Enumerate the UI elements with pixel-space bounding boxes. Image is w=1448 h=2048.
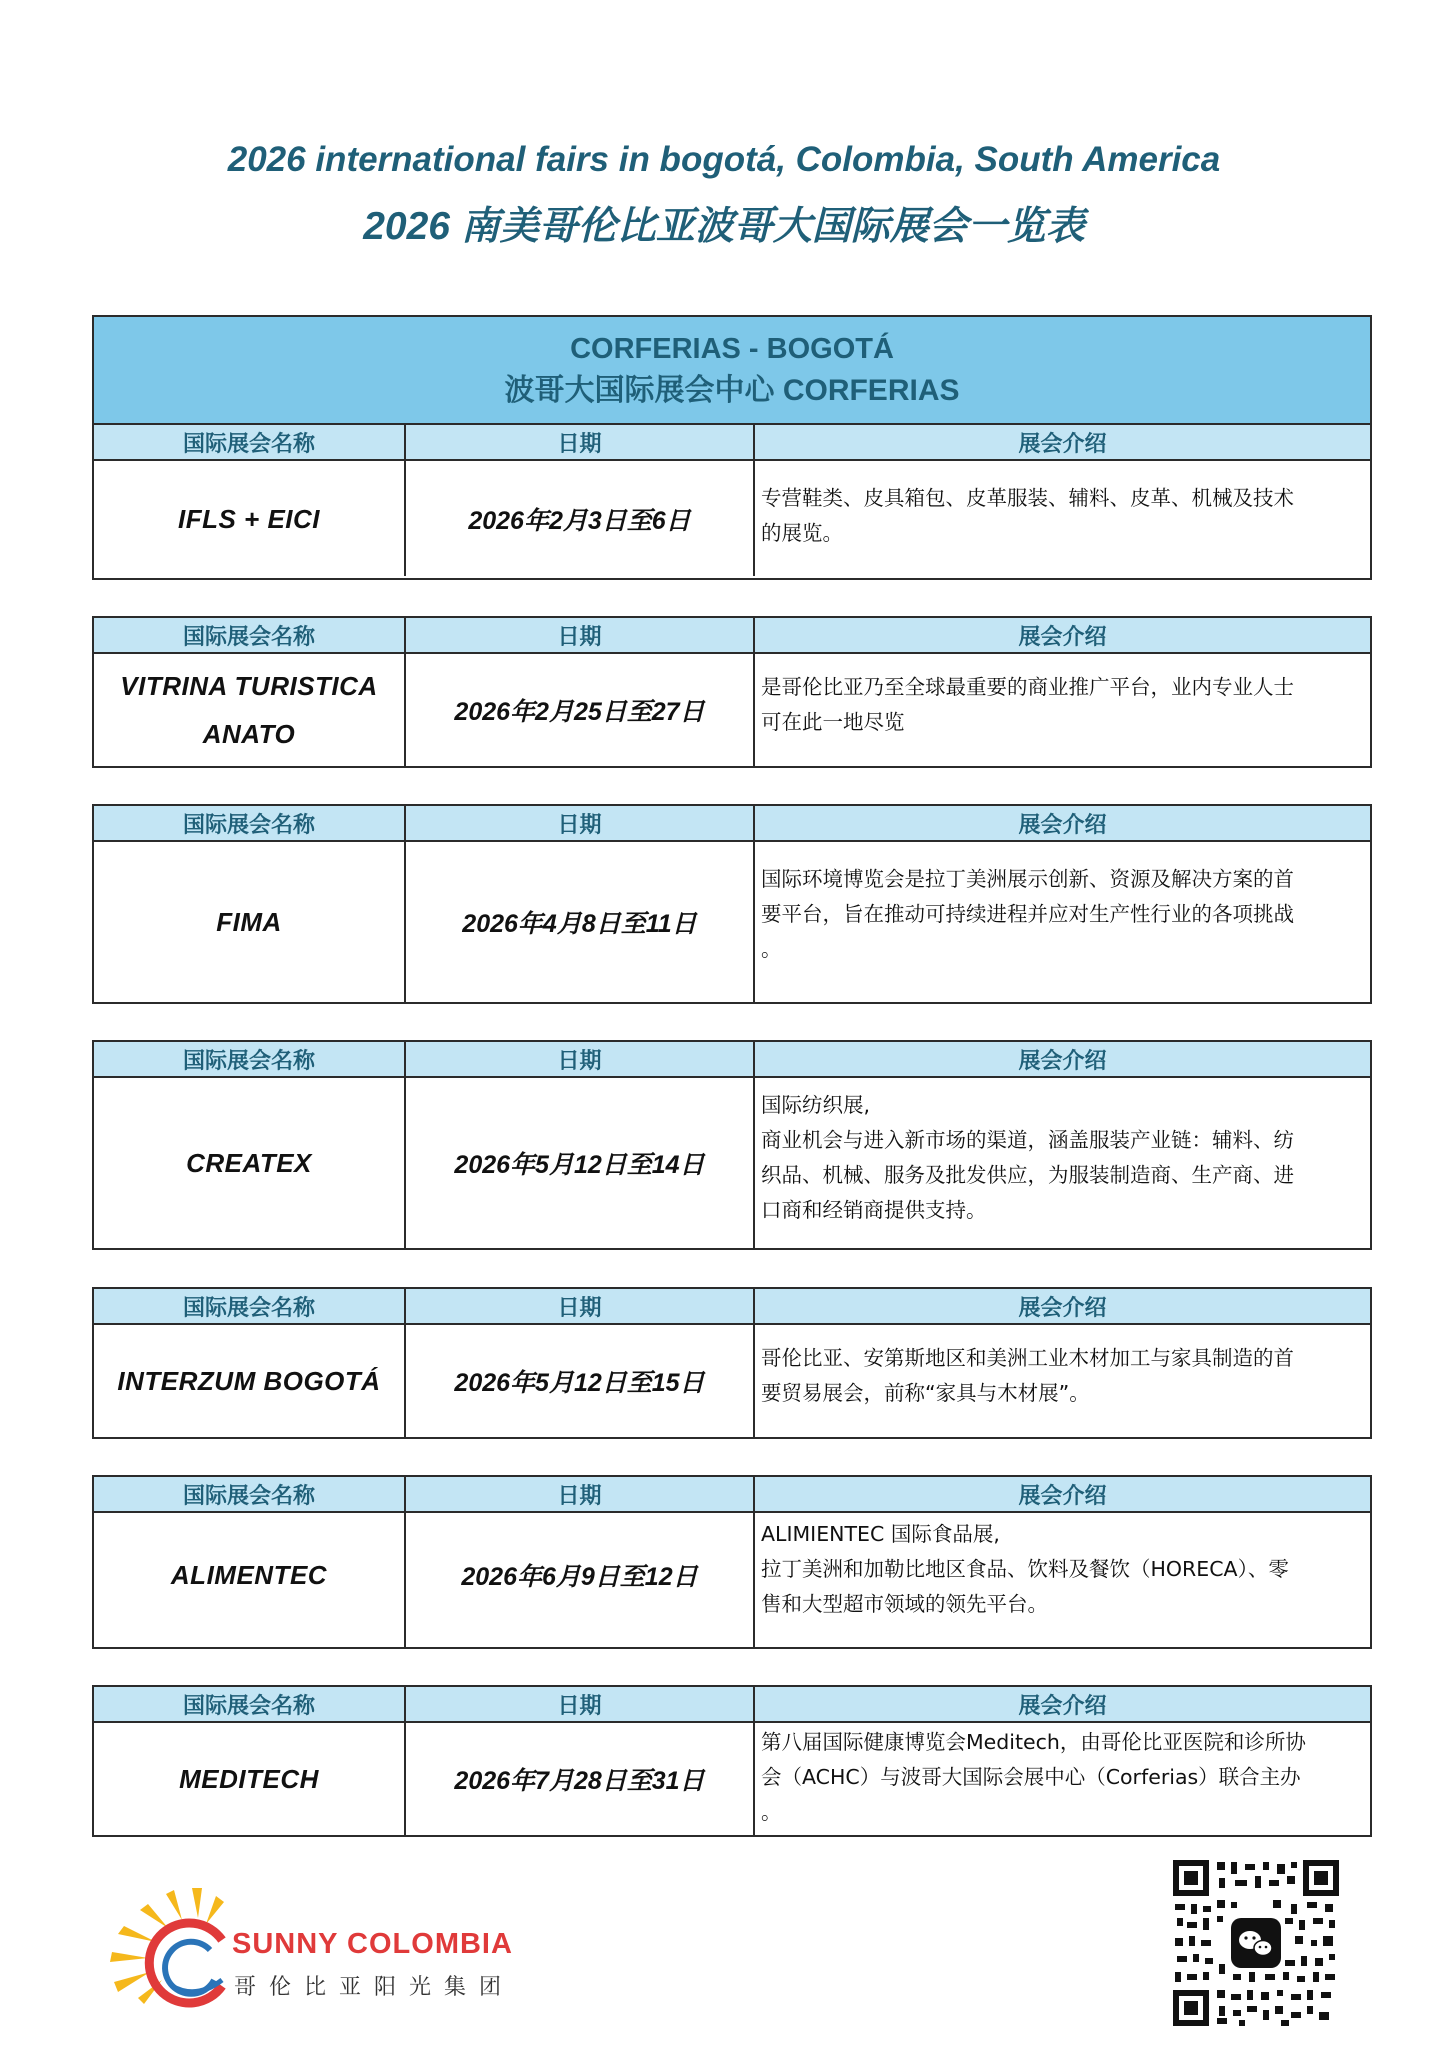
fair-table xyxy=(92,1040,1372,1250)
fair-row xyxy=(94,461,1370,576)
fair-date: 2026年2月3日至6日 xyxy=(406,461,755,576)
fair-table xyxy=(92,1287,1372,1439)
sun-icon xyxy=(110,1888,240,2008)
logo-name: SUNNY COLOMBIA xyxy=(232,1928,513,1960)
header-desc: 展会介绍 xyxy=(1018,624,1107,650)
fair-name: IFLS + EICI xyxy=(94,461,406,576)
fair-date: 2026年2月25日至27日 xyxy=(406,654,755,766)
header-name: 国际展会名称 xyxy=(94,425,406,459)
fair-name: ALIMENTEC xyxy=(94,1513,406,1647)
fair-description: 是哥伦比亚乃至全球最重要的商业推广平台，业内专业人士 可在此一地尽览 xyxy=(761,675,1294,734)
fair-name: MEDITECH xyxy=(94,1723,406,1835)
fair-name: CREATEX xyxy=(94,1078,406,1248)
header-desc: 展会介绍 xyxy=(1018,1483,1107,1509)
header-date: 日期 xyxy=(406,806,755,840)
page-title-en: 2026 international fairs in bogotá, Colombia, South America xyxy=(227,140,1221,179)
header-desc: 展会介绍 xyxy=(1018,1693,1107,1719)
header-name: 国际展会名称 xyxy=(94,1687,406,1721)
table-header xyxy=(94,618,1370,654)
fair-date: 2026年6月9日至12日 xyxy=(406,1513,755,1647)
header-date: 日期 xyxy=(406,1042,755,1076)
venue-name-zh: 波哥大国际展会中心 CORFERIAS xyxy=(504,374,960,407)
fair-date: 2026年4月8日至11日 xyxy=(406,842,755,1002)
header-name: 国际展会名称 xyxy=(94,806,406,840)
sunny-colombia-logo xyxy=(110,1888,530,2008)
fair-name: FIMA xyxy=(94,842,406,1002)
fair-row xyxy=(94,1325,1370,1437)
fair-date: 2026年5月12日至14日 xyxy=(406,1078,755,1248)
header-name: 国际展会名称 xyxy=(94,618,406,652)
header-name: 国际展会名称 xyxy=(94,1042,406,1076)
header-desc: 展会介绍 xyxy=(1018,812,1107,838)
page-title-zh: 2026 南美哥伦比亚波哥大国际展会一览表 xyxy=(363,205,1085,248)
fair-description: 国际环境博览会是拉丁美洲展示创新、资源及解决方案的首 要平台，旨在推动可持续进程并应对生产性行业的各项挑战 。 xyxy=(761,867,1294,961)
fair-row xyxy=(94,842,1370,1002)
venue-name-en: CORFERIAS - BOGOTÁ xyxy=(570,333,894,365)
qr-code-icon xyxy=(1173,1860,1339,2026)
header-date: 日期 xyxy=(406,1289,755,1323)
table-header xyxy=(94,1289,1370,1325)
header-date: 日期 xyxy=(406,1687,755,1721)
header-date: 日期 xyxy=(406,618,755,652)
fair-date: 2026年7月28日至31日 xyxy=(406,1723,755,1835)
fair-description: 哥伦比亚、安第斯地区和美洲工业木材加工与家具制造的首 要贸易展会，前称“家具与木材展”。 xyxy=(761,1346,1294,1405)
table-header xyxy=(94,806,1370,842)
table-header xyxy=(94,1042,1370,1078)
fair-row xyxy=(94,654,1370,766)
table-header xyxy=(94,425,1370,461)
header-desc: 展会介绍 xyxy=(1018,431,1107,457)
fair-table xyxy=(92,1685,1372,1837)
header-desc: 展会介绍 xyxy=(1018,1048,1107,1074)
header-date: 日期 xyxy=(406,1477,755,1511)
fair-table xyxy=(92,616,1372,768)
fair-table xyxy=(92,315,1372,580)
fair-description: 国际纺织展, 商业机会与进入新市场的渠道，涵盖服装产业链：辅料、纺 织品、机械、服务及批发供应，为服装制造商、生产商、进 口商和经销商提供支持。 xyxy=(761,1093,1294,1222)
logo-subtitle: 哥伦比亚阳光集团 xyxy=(234,1975,515,2000)
fair-table xyxy=(92,804,1372,1004)
fair-description: 第八届国际健康博览会Meditech，由哥伦比亚医院和诊所协 会（ACHC）与波哥大国际会展中心（Corferias）联合主办 。 xyxy=(761,1730,1306,1824)
header-name: 国际展会名称 xyxy=(94,1477,406,1511)
fair-description: 专营鞋类、皮具箱包、皮革服装、辅料、皮革、机械及技术 的展览。 xyxy=(761,486,1294,545)
fair-row xyxy=(94,1078,1370,1248)
header-date: 日期 xyxy=(406,425,755,459)
header-desc: 展会介绍 xyxy=(1018,1295,1107,1321)
fair-table xyxy=(92,1475,1372,1649)
header-name: 国际展会名称 xyxy=(94,1289,406,1323)
fair-row xyxy=(94,1723,1370,1835)
fair-row xyxy=(94,1513,1370,1647)
fair-date: 2026年5月12日至15日 xyxy=(406,1325,755,1437)
fair-name: VITRINA TURISTICA ANATO xyxy=(94,654,406,766)
table-header xyxy=(94,1477,1370,1513)
venue-header xyxy=(94,317,1370,425)
fair-description: ALIMIENTEC 国际食品展, 拉丁美洲和加勒比地区食品、饮料及餐饮（HORECA）、零 售和大型超市领域的领先平台。 xyxy=(761,1522,1289,1616)
fair-name: INTERZUM BOGOTÁ xyxy=(94,1325,406,1437)
table-header xyxy=(94,1687,1370,1723)
